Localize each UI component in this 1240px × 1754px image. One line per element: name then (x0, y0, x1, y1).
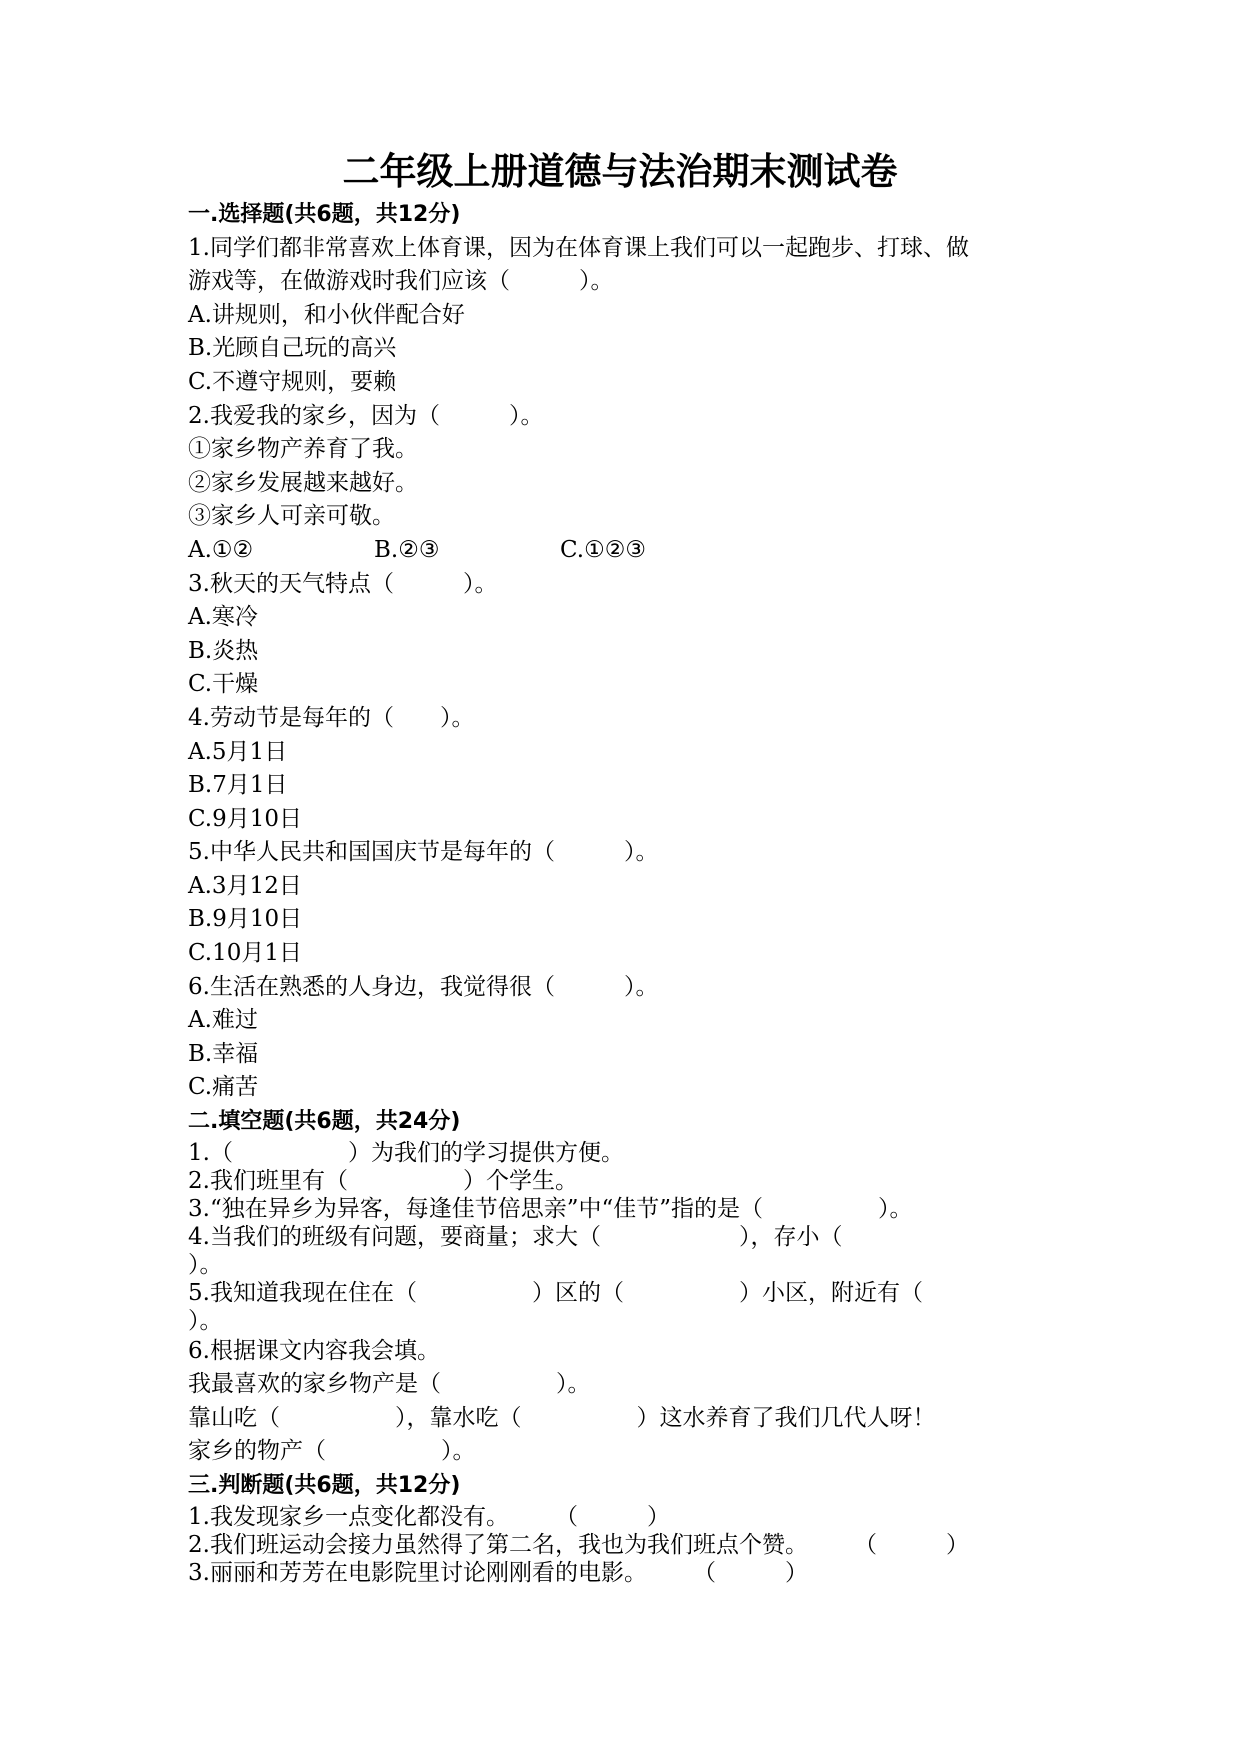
question-text: 4.当我们的班级有问题，要商量；求大（ ），存小（ (188, 1223, 843, 1250)
question-text: 3.秋天的天气特点（ ）。 (188, 570, 498, 597)
question-text: 6.生活在熟悉的人身边，我觉得很（ ）。 (188, 973, 659, 1000)
question-text: 3.“独在异乡为异客，每逢佳节倍思亲”中“佳节”指的是（ ）。 (188, 1195, 913, 1222)
question-text: ）。 (188, 1251, 223, 1278)
statement-text: ①家乡物产养育了我。 (188, 436, 418, 463)
option-text: C.①②③ (560, 536, 646, 563)
option-text: B.②③ (374, 536, 440, 563)
question-text: 5.我知道我现在住在（ ）区的（ ）小区，附近有（ (188, 1279, 923, 1306)
question-text: 1.我发现家乡一点变化都没有。 （ ） (188, 1503, 670, 1530)
page-title: 二年级上册道德与法治期末测试卷 (342, 150, 898, 193)
statement-text: ③家乡人可亲可敬。 (188, 503, 395, 530)
option-text: C.10月1日 (188, 940, 302, 967)
statement-text: ②家乡发展越来越好。 (188, 469, 418, 496)
option-text: C.干燥 (188, 671, 259, 698)
option-text: B.炎热 (188, 637, 259, 664)
question-text: 1.（ ）为我们的学习提供方便。 (188, 1139, 624, 1166)
question-text: 2.我爱我的家乡，因为（ ）。 (188, 402, 544, 429)
statement-text: 我最喜欢的家乡物产是（ ）。 (188, 1371, 591, 1398)
question-text: 2.我们班里有（ ）个学生。 (188, 1167, 578, 1194)
question-text: 2.我们班运动会接力虽然得了第二名，我也为我们班点个赞。 （ ） (188, 1531, 969, 1558)
question-text: ）。 (188, 1307, 223, 1334)
section-heading: 一.选择题(共6题，共12分) (188, 202, 461, 227)
option-text: B.7月1日 (188, 772, 288, 799)
question-text: 1.同学们都非常喜欢上体育课，因为在体育课上我们可以一起跑步、打球、做 (188, 234, 969, 261)
option-text: A.寒冷 (188, 604, 258, 631)
question-text: 6.根据课文内容我会填。 (188, 1337, 440, 1364)
question-text: 4.劳动节是每年的（ ）。 (188, 704, 475, 731)
exam-content (188, 198, 1068, 1587)
option-text: B.幸福 (188, 1040, 259, 1067)
option-text: C.痛苦 (188, 1074, 259, 1101)
section-heading: 三.判断题(共6题，共12分) (188, 1473, 461, 1498)
statement-text: 家乡的物产（ ）。 (188, 1438, 476, 1465)
option-text: B.光顾自己玩的高兴 (188, 335, 397, 362)
option-text: A.难过 (188, 1007, 258, 1034)
question-text: 3.丽丽和芳芳在电影院里讨论刚刚看的电影。 （ ） (188, 1559, 808, 1586)
option-text: A.讲规则，和小伙伴配合好 (188, 301, 465, 328)
option-row (188, 534, 1068, 568)
option-text: C.9月10日 (188, 805, 302, 832)
option-text: A.①② (188, 536, 254, 563)
question-text: 游戏等，在做游戏时我们应该（ ）。 (188, 268, 614, 295)
option-text: B.9月10日 (188, 906, 303, 933)
option-text: A.3月12日 (188, 872, 302, 899)
section-heading: 二.填空题(共6题，共24分) (188, 1109, 461, 1135)
option-text: A.5月1日 (188, 738, 288, 765)
option-text: C.不遵守规则，要赖 (188, 368, 397, 395)
question-text: 5.中华人民共和国国庆节是每年的（ ）。 (188, 839, 659, 866)
statement-text: 靠山吃（ ），靠水吃（ ）这水养育了我们几代人呀！ (188, 1404, 936, 1431)
